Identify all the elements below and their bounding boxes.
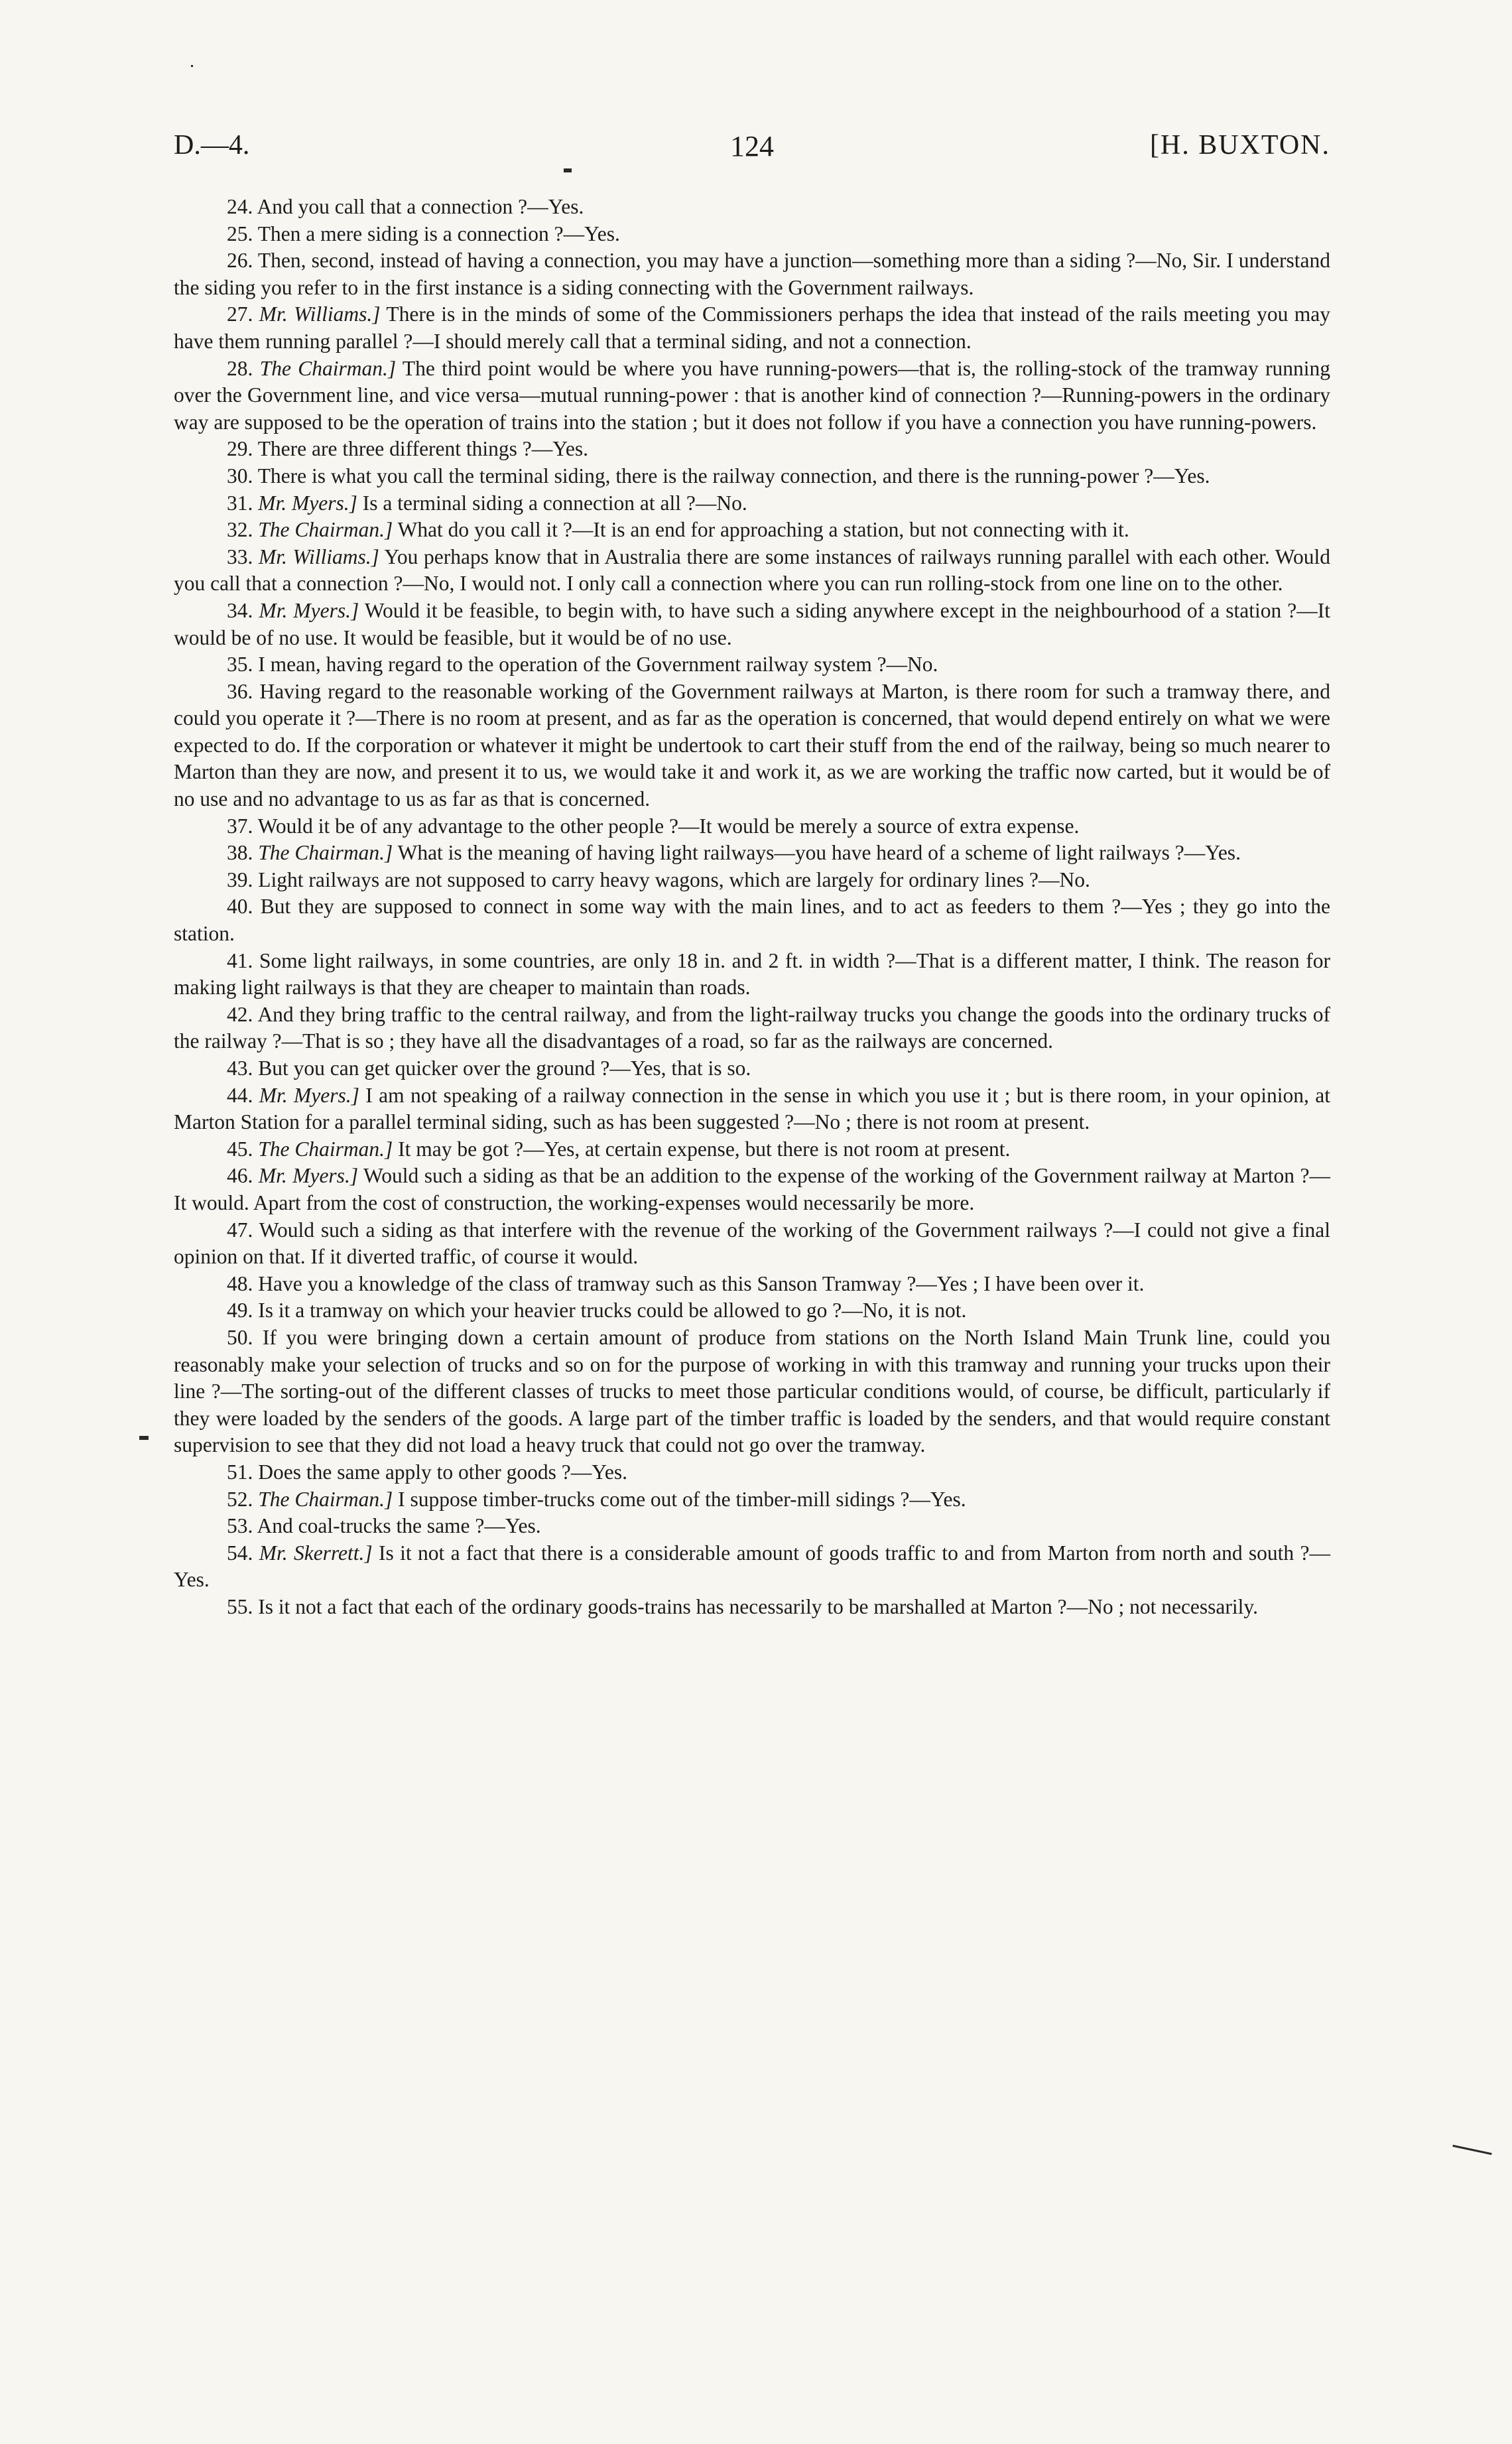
question-answer-text: Is it not a fact that each of the ordinary goods-trains has necessarily to be marshalled at Marton ?—No ; not necessarily. [258, 1594, 1258, 1618]
speaker-label: The Chairman.] [258, 1487, 393, 1511]
question-answer-paragraph [174, 813, 1330, 840]
question-number: 29. [227, 437, 253, 461]
question-number: 36. [227, 679, 253, 703]
question-number: 27. [227, 302, 253, 326]
question-answer-text: Then a mere siding is a connection ?—Yes. [257, 222, 620, 245]
question-number: 49. [227, 1299, 253, 1322]
speaker-label: Mr. Myers.] [259, 1083, 359, 1107]
speaker-label: The Chairman.] [258, 518, 393, 542]
question-answer-paragraph [174, 194, 1330, 221]
question-answer-paragraph [174, 1217, 1330, 1271]
question-answer-paragraph [174, 1001, 1330, 1055]
speaker-label: Mr. Williams.] [258, 545, 379, 568]
question-answer-paragraph [174, 1540, 1330, 1594]
question-number: 39. [227, 868, 253, 891]
question-number: 44. [227, 1083, 253, 1107]
question-number: 35. [227, 653, 253, 676]
question-answer-paragraph [174, 598, 1330, 651]
speaker-label: Mr. Myers.] [258, 1164, 359, 1188]
question-answer-paragraph [174, 1271, 1330, 1298]
document-reference: D.—4. [174, 130, 250, 161]
question-answer-text: Would it be feasible, to begin with, to have such a siding anywhere except in the neighbourhood of a station ?—It would be of no use. It would be feasible, but it would be of no use. [174, 598, 1330, 649]
question-answer-paragraph [174, 355, 1330, 436]
scan-speck [191, 65, 193, 67]
question-number: 25. [227, 222, 253, 245]
question-answer-text: There is in the minds of some of the Commissioners perhaps the idea that instead of the rails meeting you may have them running parallel ?—I should merely call that a terminal siding, and not a connection. [174, 302, 1330, 353]
question-number: 33. [227, 545, 253, 568]
question-answer-text: You perhaps know that in Australia there are some instances of railways running parallel with each other. Would you call that a connection ?—No, I would not. I only call a connection where you can run rolling-stock from one line on to the other. [174, 545, 1330, 596]
question-answer-text: It may be got ?—Yes, at certain expense, but there is not room at present. [398, 1137, 1011, 1161]
speaker-label: Mr. Myers.] [259, 598, 359, 622]
question-answer-text: But you can get quicker over the ground ?—Yes, that is so. [258, 1057, 751, 1080]
question-answer-paragraph [174, 490, 1330, 517]
question-number: 34. [227, 598, 253, 622]
question-number: 53. [227, 1514, 253, 1538]
question-answer-text: And coal-trucks the same ?—Yes. [257, 1514, 541, 1538]
scan-speck [564, 168, 572, 172]
question-answer-text: But they are supposed to connect in some way with the main lines, and to act as feeders to them ?—Yes ; they go into the station. [174, 895, 1330, 946]
question-number: 28. [227, 356, 253, 380]
question-answer-paragraph [174, 301, 1330, 355]
question-answer-paragraph [174, 651, 1330, 678]
question-number: 45. [227, 1137, 253, 1161]
question-answer-paragraph [174, 1082, 1330, 1136]
question-answer-text: Have you a knowledge of the class of tramway such as this Sanson Tramway ?—Yes ; I have been over it. [258, 1271, 1145, 1295]
question-number: 52. [227, 1487, 253, 1511]
question-answer-text: Would such a siding as that interfere with the revenue of the working of the Government railways ?—I could not give a final opinion on that. If it diverted traffic, of course it would. [174, 1218, 1330, 1269]
question-number: 47. [227, 1218, 253, 1242]
question-number: 51. [227, 1460, 253, 1484]
question-answer-text: What is the meaning of having light railways—you have heard of a scheme of light railways ?—Yes. [397, 841, 1241, 865]
scan-speck [139, 1436, 149, 1440]
question-answer-paragraph [174, 678, 1330, 813]
question-answer-text: Is a terminal siding a connection at all ?—No. [362, 491, 747, 515]
question-answer-text: Is it not a fact that there is a considerable amount of goods traffic to and from Marton from north and south ?—Yes. [174, 1541, 1331, 1592]
witness-name: [H. BUXTON. [1149, 130, 1330, 161]
question-number: 31. [227, 491, 253, 515]
speaker-label: The Chairman.] [258, 1137, 393, 1161]
question-answer-paragraph [174, 463, 1330, 490]
question-answer-text: Is it a tramway on which your heavier trucks could be allowed to go ?—No, it is not. [258, 1299, 967, 1322]
testimony-body [174, 194, 1330, 1620]
question-answer-paragraph [174, 1324, 1330, 1459]
question-answer-paragraph [174, 1297, 1330, 1324]
page-header [174, 129, 1330, 176]
question-answer-paragraph [174, 221, 1330, 248]
question-number: 24. [227, 195, 253, 218]
question-answer-paragraph [174, 1136, 1330, 1163]
question-answer-text: The third point would be where you have running-powers—that is, the rolling-stock of the tramway running over the Government line, and vice versa—mutual running-power : that is another kind of connection ?—Running-powers in the ordinary way are supposed to be the operation of trains into the station ; but it does not follow if you have a connection you have running-powers. [174, 356, 1331, 434]
question-answer-paragraph [174, 1055, 1330, 1082]
question-answer-paragraph [174, 544, 1330, 598]
speaker-label: Mr. Myers.] [258, 491, 357, 515]
question-number: 46. [227, 1164, 253, 1188]
question-answer-paragraph [174, 1486, 1330, 1513]
question-number: 41. [227, 948, 253, 972]
question-number: 30. [227, 464, 253, 487]
question-answer-text: Light railways are not supposed to carry heavy wagons, which are largely for ordinary lines ?—No. [258, 868, 1090, 891]
question-number: 32. [227, 518, 253, 542]
question-answer-paragraph [174, 1459, 1330, 1486]
scan-speck [1452, 2145, 1491, 2155]
question-number: 43. [227, 1057, 253, 1080]
question-answer-text: Does the same apply to other goods ?—Yes. [258, 1460, 627, 1484]
question-answer-paragraph [174, 1163, 1330, 1216]
question-answer-paragraph [174, 893, 1330, 947]
question-answer-paragraph [174, 867, 1330, 894]
question-answer-text: I mean, having regard to the operation of the Government railway system ?—No. [258, 653, 938, 676]
question-answer-text: There are three different things ?—Yes. [257, 437, 588, 461]
question-answer-text: Some light railways, in some countries, are only 18 in. and 2 ft. in width ?—That is a different matter, I think. The reason for making light railways is that they are cheaper to maintain than roads. [174, 948, 1330, 999]
question-answer-text: If you were bringing down a certain amount of produce from stations on the North Island Main Trunk line, could you reasonably make your selection of trucks and so on for the purpose of working in with this tramway and running your trucks upon their line ?—The sorting-out of the different classes of trucks to meet those particular conditions would, of course, be difficult, particularly if they were loaded by the senders of the goods. A large part of the timber traffic is loaded by the senders, and that would require constant supervision to see that they did not load a heavy truck that could not go over the tramway. [174, 1325, 1331, 1457]
question-answer-text: Would it be of any advantage to the other people ?—It would be merely a source of extra expense. [257, 814, 1080, 838]
question-answer-text: Would such a siding as that be an addition to the expense of the working of the Government railway at Marton ?—It would. Apart from the cost of construction, the working-expenses would necessarily be more. [174, 1164, 1330, 1214]
question-number: 37. [227, 814, 253, 838]
question-answer-paragraph [174, 1594, 1330, 1621]
speaker-label: Mr. Skerrett.] [259, 1541, 373, 1565]
question-number: 55. [227, 1594, 253, 1618]
speaker-label: Mr. Williams.] [259, 302, 381, 326]
question-answer-paragraph [174, 247, 1330, 301]
page-number: 124 [730, 130, 774, 162]
question-answer-text: I suppose timber-trucks come out of the timber-mill sidings ?—Yes. [398, 1487, 966, 1511]
question-number: 40. [227, 895, 253, 919]
question-answer-paragraph [174, 948, 1330, 1001]
question-answer-text: What do you call it ?—It is an end for approaching a station, but not connecting with it. [397, 518, 1129, 542]
question-number: 38. [227, 841, 253, 865]
question-answer-text: I am not speaking of a railway connection in the sense in which you use it ; but is there room, in your opinion, at Marton Station for a parallel terminal siding, such as has been suggested ?—No ; there is not room at present. [174, 1083, 1330, 1134]
question-number: 42. [227, 1002, 253, 1026]
speaker-label: The Chairman.] [258, 841, 393, 865]
question-answer-paragraph [174, 517, 1330, 544]
speaker-label: The Chairman.] [259, 356, 397, 380]
question-answer-paragraph [174, 840, 1330, 867]
question-answer-text: There is what you call the terminal siding, there is the railway connection, and there is the running-power ?—Yes. [257, 464, 1210, 487]
question-answer-text: Having regard to the reasonable working of the Government railways at Marton, is there room for such a tramway there, and could you operate it ?—There is no room at present, and as far as the operation is concerned, that would depend entirely on what we were expected to do. If the corporation or whatever it might be undertook to cart their stuff from the end of the railway, being so much nearer to Marton than they are now, and present it to us, we would take it and work it, as we are working the traffic now carted, but it would be of no use and no advantage to us as far as that is concerned. [174, 679, 1330, 811]
question-number: 50. [227, 1325, 253, 1349]
question-answer-paragraph [174, 1513, 1330, 1540]
question-number: 26. [227, 249, 253, 273]
question-answer-text: And they bring traffic to the central railway, and from the light-railway trucks you change the goods into the ordinary trucks of the railway ?—That is so ; they have all the disadvantages of a road, so far as the railways are concerned. [174, 1002, 1330, 1053]
question-answer-paragraph [174, 436, 1330, 463]
question-answer-text: Then, second, instead of having a connection, you may have a junction—something more than a siding ?—No, Sir. I understand the siding you refer to in the first instance is a siding connecting with the Government railways. [174, 249, 1330, 299]
question-answer-text: And you call that a connection ?—Yes. [257, 195, 584, 218]
question-number: 54. [227, 1541, 253, 1565]
question-number: 48. [227, 1271, 253, 1295]
